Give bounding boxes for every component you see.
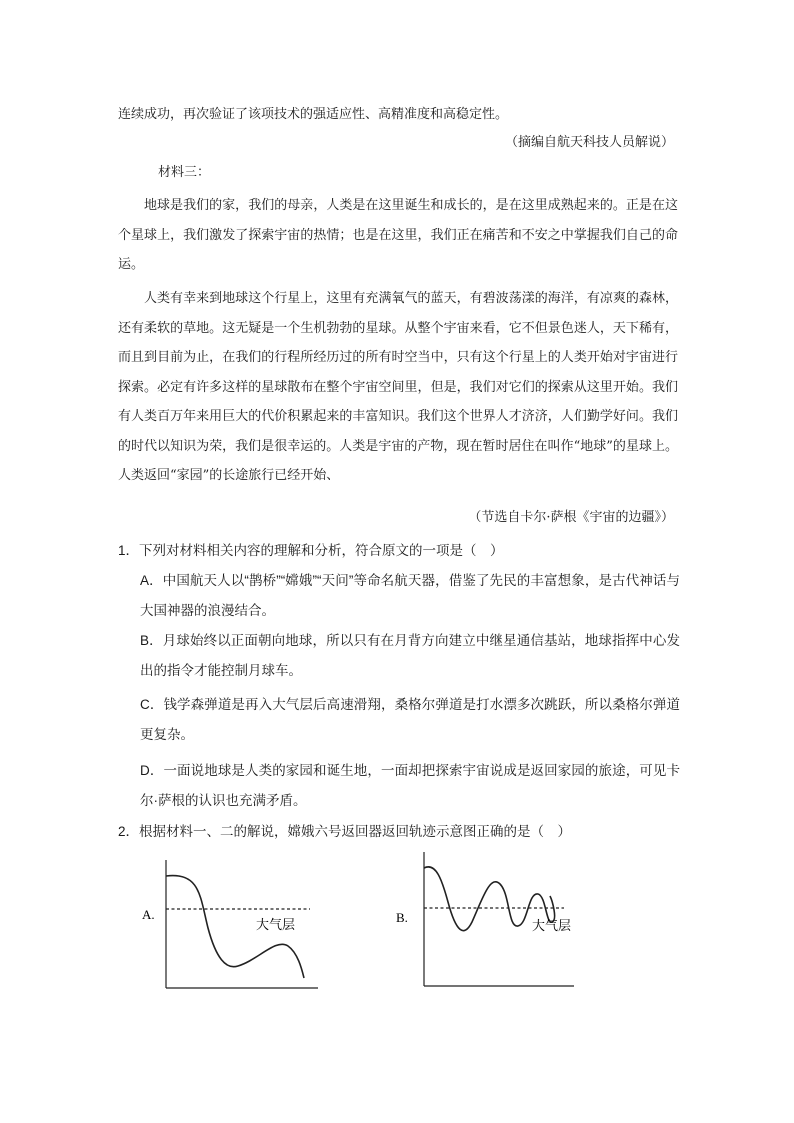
figure-a-diagram bbox=[138, 858, 328, 998]
figure-a-atmosphere-label: 大气层 bbox=[256, 917, 296, 932]
material-two-tail-text: 连续成功，再次验证了该项技术的强适应性、高精准度和高稳定性。 bbox=[118, 107, 509, 122]
question1-stem: 1．下列对材料相关内容的理解和分析，符合原文的一项是（ ） bbox=[118, 543, 504, 558]
question1-option-a[interactable]: A．中国航天人以“鹊桥”“嫦娥”“天问”等命名航天器，借鉴了先民的丰富想象，是古代神话与大国神器的浪漫结合。 bbox=[140, 573, 680, 618]
material-three-para1: 地球是我们的家，我们的母亲，人类是在这里诞生和成长的，是在这里成熟起来的。正是在这个星球上，我们激发了探索宇宙的热情；也是在这里，我们正在痛苦和不安之中掌握我们自己的命运。 bbox=[118, 198, 678, 272]
figure-b-atmosphere-label: 大气层 bbox=[532, 918, 572, 933]
figure-b-diagram bbox=[392, 850, 582, 992]
material-two-source: （摘编自航天科技人员解说） bbox=[504, 135, 674, 150]
figure-a[interactable] bbox=[138, 858, 328, 1002]
material-three-label: 材料三： bbox=[158, 165, 211, 180]
figure-b-label: B. bbox=[396, 910, 408, 925]
material-three-source: （节选自卡尔·萨根《宇宙的边疆》） bbox=[468, 510, 674, 525]
material-three-para2: 人类有幸来到地球这个行星上，这里有充满氧气的蓝天，有碧波荡漾的海洋，有凉爽的森林，还有柔软的草地。这无疑是一个生机勃勃的星球。从整个宇宙来看，它不但景色迷人，天下稀有，而且到目前为止，在我们的行程所经历过的所有时空当中，只有这个行星上的人类开始对宇宙进行探索。必定有许多这样的星球散布在整个宇宙空间里，但是，我们对它们的探索从这里开始。我们有人类百万年来用巨大的代价积累起来的丰富知识。我们这个世界人才济济，人们勤学好问。我们的时代以知识为荣，我们是很幸运的。人类是宇宙的产物，现在暂时居住在叫作“地球”的星球上。人类返回“家园”的长途旅行已经开始、 bbox=[118, 291, 678, 483]
question1-option-d[interactable]: D．一面说地球是人类的家园和诞生地，一面却把探索宇宙说成是返回家园的旅途，可见卡尔·萨根的认识也充满矛盾。 bbox=[140, 763, 680, 808]
figure-a-label: A. bbox=[142, 907, 155, 922]
question2-stem: 2．根据材料一、二的解说，嫦娥六号返回器返回轨迹示意图正确的是（ ） bbox=[118, 824, 572, 839]
question1-option-c[interactable]: C．钱学森弹道是再入大气层后高速滑翔，桑格尔弹道是打水漂多次跳跃，所以桑格尔弹道更复杂。 bbox=[140, 697, 680, 742]
figure-b[interactable] bbox=[392, 850, 582, 996]
question1-option-b[interactable]: B．月球始终以正面朝向地球，所以只有在月背方向建立中继星通信基站，地球指挥中心发出的指令才能控制月球车。 bbox=[140, 633, 680, 678]
